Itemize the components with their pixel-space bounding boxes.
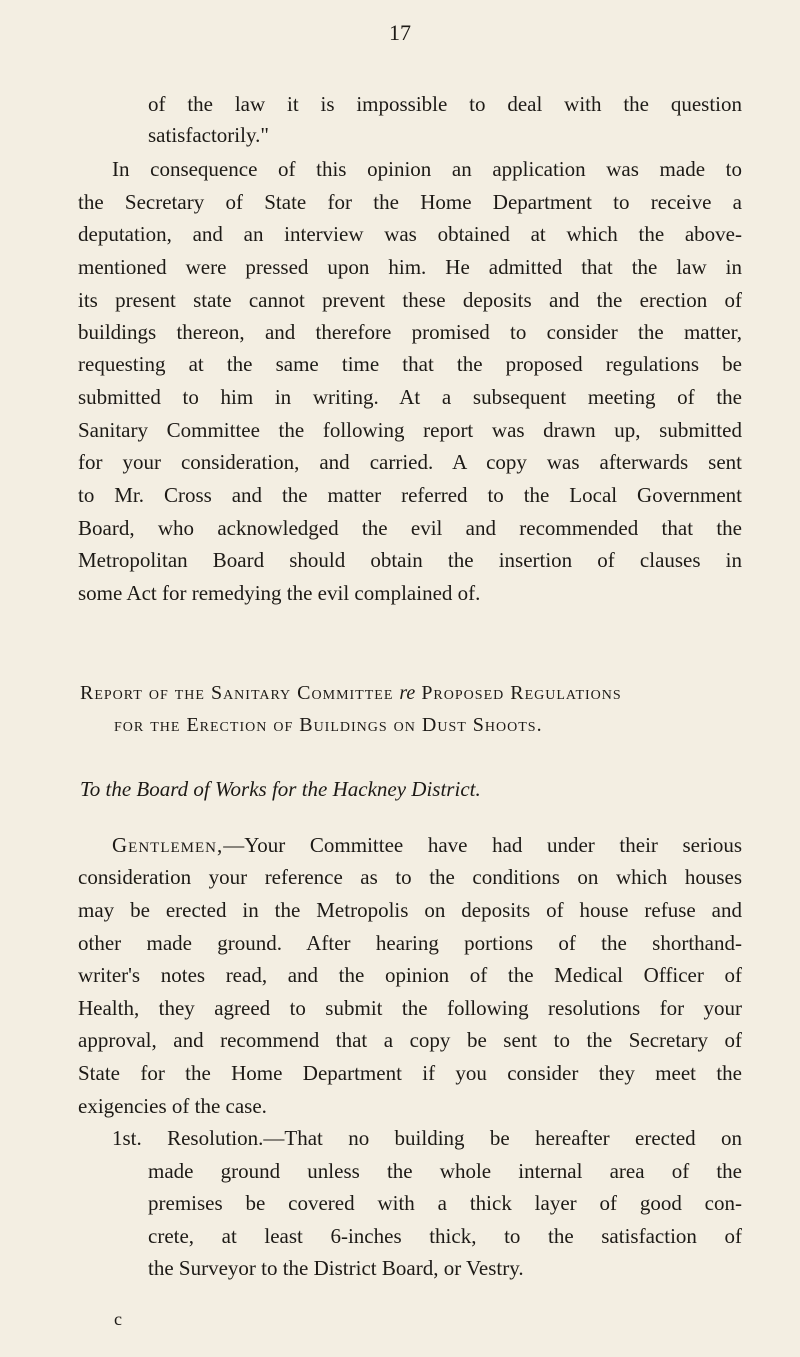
para3-line-4: other made ground. After hearing portions of the shorthand- [78, 931, 742, 955]
para3-line-2: consideration your reference as to the conditions on which houses [78, 865, 742, 889]
para3-line-7: approval, and recommend that a copy be sent to the Secretary of [78, 1028, 742, 1052]
para3-first-rest: —Your Committee have had under their serious [223, 833, 742, 857]
resolution-line-5: the Surveyor to the District Board, or Vestry. [148, 1256, 524, 1280]
para2-line-10: for your consideration, and carried. A copy was afterwards sent [78, 450, 742, 474]
resolution-line-2: made ground unless the whole internal area of the [148, 1159, 742, 1183]
para3-line-3: may be erected in the Metropolis on deposits of house refuse and [78, 898, 742, 922]
salutation: Gentlemen, [112, 833, 224, 857]
para2-line-4: mentioned were pressed upon him. He admitted that the law in [78, 255, 742, 279]
report-heading-part-b: Proposed Regulations [415, 682, 622, 704]
report-heading-re: re [399, 682, 416, 704]
para2-line-5: its present state cannot prevent these deposits and the erection of [78, 288, 742, 312]
para2-line-13: Metropolitan Board should obtain the insertion of clauses in [78, 548, 742, 572]
para3-line-1 [112, 831, 742, 859]
page-number: 17 [389, 20, 411, 45]
para2-line-9: Sanitary Committee the following report was drawn up, submitted [78, 418, 742, 442]
para2-line-12: Board, who acknowledged the evil and recommended that the [78, 516, 742, 540]
para2-line-2: the Secretary of State for the Home Department to receive a [78, 190, 742, 214]
para2-line-8: submitted to him in writing. At a subsequent meeting of the [78, 385, 742, 409]
report-heading-line-1 [80, 682, 622, 705]
para2-line-14: some Act for remedying the evil complained of. [78, 581, 481, 605]
address-line: To the Board of Works for the Hackney District. [80, 777, 481, 801]
resolution-line-4: crete, at least 6-inches thick, to the satisfaction of [148, 1224, 742, 1248]
signature-mark: c [114, 1309, 122, 1329]
report-heading-line-2: for the Erection of Buildings on Dust Shoots. [114, 714, 543, 736]
para3-line-6: Health, they agreed to submit the following resolutions for your [78, 996, 742, 1020]
para3-line-8: State for the Home Department if you consider they meet the [78, 1061, 742, 1085]
para1-line-1: of the law it is impossible to deal with the question [148, 92, 742, 116]
para2-line-1: In consequence of this opinion an application was made to [112, 157, 742, 181]
para2-line-11: to Mr. Cross and the matter referred to the Local Government [78, 483, 742, 507]
para3-line-5: writer's notes read, and the opinion of the Medical Officer of [78, 963, 742, 987]
resolution-line-3: premises be covered with a thick layer of good con- [148, 1191, 742, 1215]
para3-line-9: exigencies of the case. [78, 1094, 267, 1118]
resolution-line-1: 1st. Resolution.—That no building be hereafter erected on [112, 1126, 742, 1150]
para2-line-3: deputation, and an interview was obtained at which the above- [78, 222, 742, 246]
report-heading-part-a: Report of the Sanitary Committee [80, 682, 400, 704]
para1-line-2: satisfactorily." [148, 123, 269, 147]
para2-line-7: requesting at the same time that the proposed regulations be [78, 352, 742, 376]
para2-line-6: buildings thereon, and therefore promised to consider the matter, [78, 320, 742, 344]
